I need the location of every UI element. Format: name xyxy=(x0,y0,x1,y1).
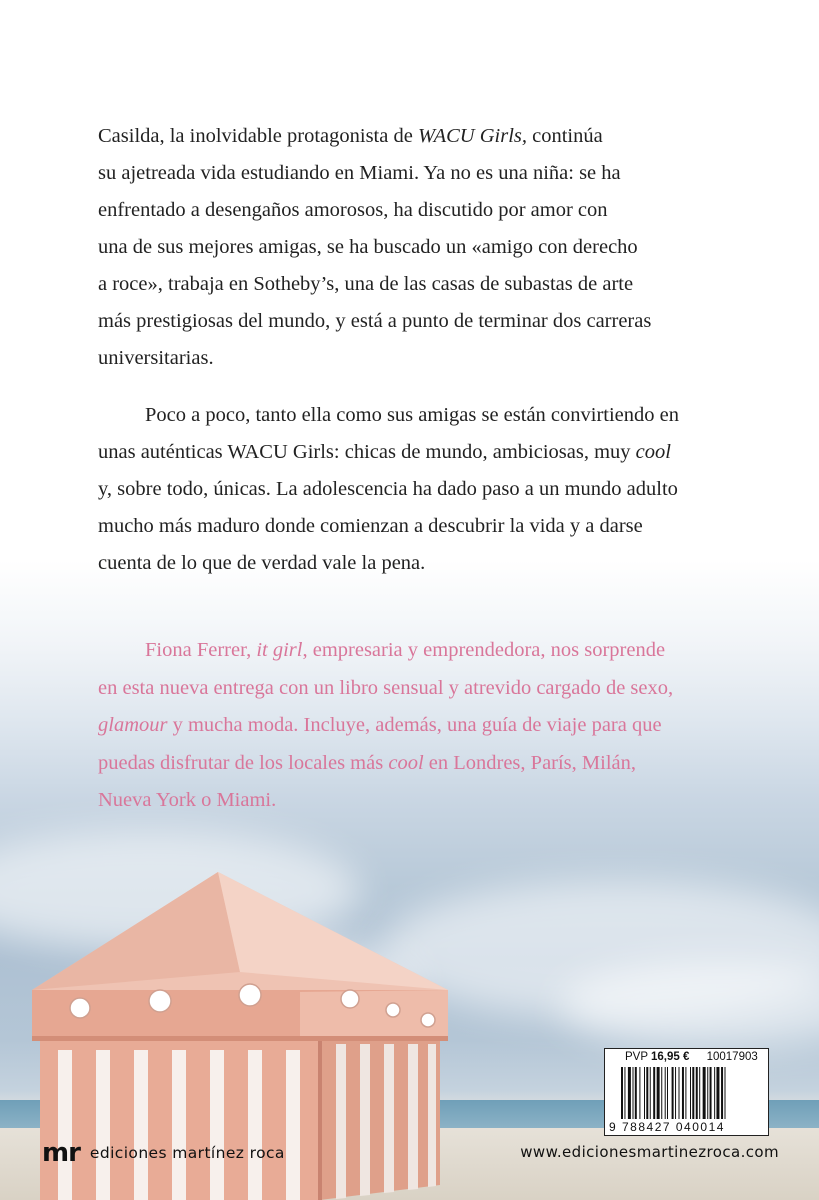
barcode-bar xyxy=(699,1067,700,1119)
barcode-bar xyxy=(657,1067,660,1119)
barcode-bar xyxy=(714,1067,715,1119)
barcode-bar xyxy=(707,1067,708,1119)
publisher-imprint xyxy=(42,1140,285,1166)
barcode-bar xyxy=(628,1067,631,1119)
barcode-bar xyxy=(635,1067,637,1119)
text-line: enfrentado a desengaños amorosos, ha discutido por amor con xyxy=(98,199,608,221)
publisher-website: www.edicionesmartinezroca.com xyxy=(520,1143,779,1161)
isbn-digits: 9 788427 040014 xyxy=(609,1120,725,1134)
italic-word: it girl xyxy=(256,639,303,661)
italic-word: glamour xyxy=(98,714,168,736)
text-line: Nueva York o Miami. xyxy=(98,789,277,811)
barcode-bar xyxy=(703,1067,706,1119)
barcode-bars xyxy=(621,1067,761,1119)
text-span: Fiona Ferrer, xyxy=(145,639,257,661)
text-line: Poco a poco, tanto ella como sus amigas se están convirtiendo en xyxy=(145,404,680,426)
text-line: y, sobre todo, únicas. La adolescencia ha dado paso a un mundo adulto xyxy=(98,478,678,500)
barcode-bar xyxy=(685,1067,686,1119)
text-line xyxy=(98,434,738,471)
barcode-bar xyxy=(710,1067,712,1119)
text-line: a roce», trabaja en Sotheby’s, una de las casas de subastas de arte xyxy=(98,273,634,295)
barcode-bar xyxy=(633,1067,634,1119)
barcode-bar xyxy=(721,1067,723,1119)
text-span: Casilda, la inolvidable protagonista de xyxy=(98,125,418,147)
publisher-logo: mr xyxy=(42,1138,80,1168)
barcode-bar xyxy=(646,1067,648,1119)
synopsis-paragraph-1 xyxy=(98,118,738,377)
text-span: puedas disfrutar de los locales más xyxy=(98,751,389,774)
italic-word: cool xyxy=(635,441,671,463)
barcode-bar xyxy=(716,1067,719,1119)
barcode-bar xyxy=(725,1067,726,1119)
text-line xyxy=(98,707,748,745)
product-code: 10017903 xyxy=(706,1051,758,1063)
text-span: continúa xyxy=(527,125,603,147)
barcode-bar xyxy=(653,1067,655,1119)
text-line: mucho más maduro donde comienzan a descubrir la vida y a darse xyxy=(98,515,643,537)
barcode-bar xyxy=(675,1067,676,1119)
barcode-bar xyxy=(682,1067,684,1119)
barcode-bar xyxy=(650,1067,651,1119)
barcode-bar xyxy=(696,1067,698,1119)
text-line: su ajetreada vida estudiando en Miami. Ya no es una niña: se ha xyxy=(98,162,621,184)
publisher-name: ediciones martínez roca xyxy=(89,1144,285,1162)
text-line: una de sus mejores amigas, se ha buscado un «amigo con derecho xyxy=(98,236,638,258)
barcode-bar xyxy=(661,1067,662,1119)
italic-word: cool xyxy=(388,751,424,774)
barcode-bar xyxy=(624,1067,625,1119)
text-line xyxy=(98,632,748,670)
text-line: más prestigiosas del mundo, y está a punto de terminar dos carreras xyxy=(98,310,652,332)
text-span: en Londres, París, Milán, xyxy=(423,751,637,774)
text-line: universitarias. xyxy=(98,347,214,369)
barcode-label xyxy=(604,1048,769,1136)
text-line: en esta nueva entrega con un libro sensual y atrevido cargado de sexo, xyxy=(98,676,674,699)
text-span: y mucha moda. Incluye, además, una guía de viaje para que xyxy=(167,714,662,736)
barcode-bar xyxy=(639,1067,640,1119)
barcode-bar xyxy=(690,1067,691,1119)
author-paragraph xyxy=(98,632,748,820)
price-line xyxy=(625,1051,758,1063)
barcode-bar xyxy=(672,1067,674,1119)
text-line xyxy=(98,118,738,155)
barcode-bar xyxy=(667,1067,668,1119)
synopsis-paragraph-2 xyxy=(98,397,738,582)
barcode-bar xyxy=(679,1067,680,1119)
series-title: WACU Girls, xyxy=(417,125,527,147)
pvp-label: PVP xyxy=(625,1051,648,1063)
barcode-bar xyxy=(665,1067,666,1119)
barcode-bar xyxy=(644,1067,645,1119)
text-span: , empresaria y emprendedora, nos sorprende xyxy=(302,639,666,661)
price: 16,95 € xyxy=(651,1051,690,1063)
text-line xyxy=(98,745,748,783)
barcode-bar xyxy=(692,1067,694,1119)
text-line: cuenta de lo que de verdad vale la pena. xyxy=(98,552,426,574)
barcode-bar xyxy=(621,1067,623,1119)
text-span: unas auténticas WACU Girls: chicas de mundo, ambiciosas, muy xyxy=(98,441,636,463)
